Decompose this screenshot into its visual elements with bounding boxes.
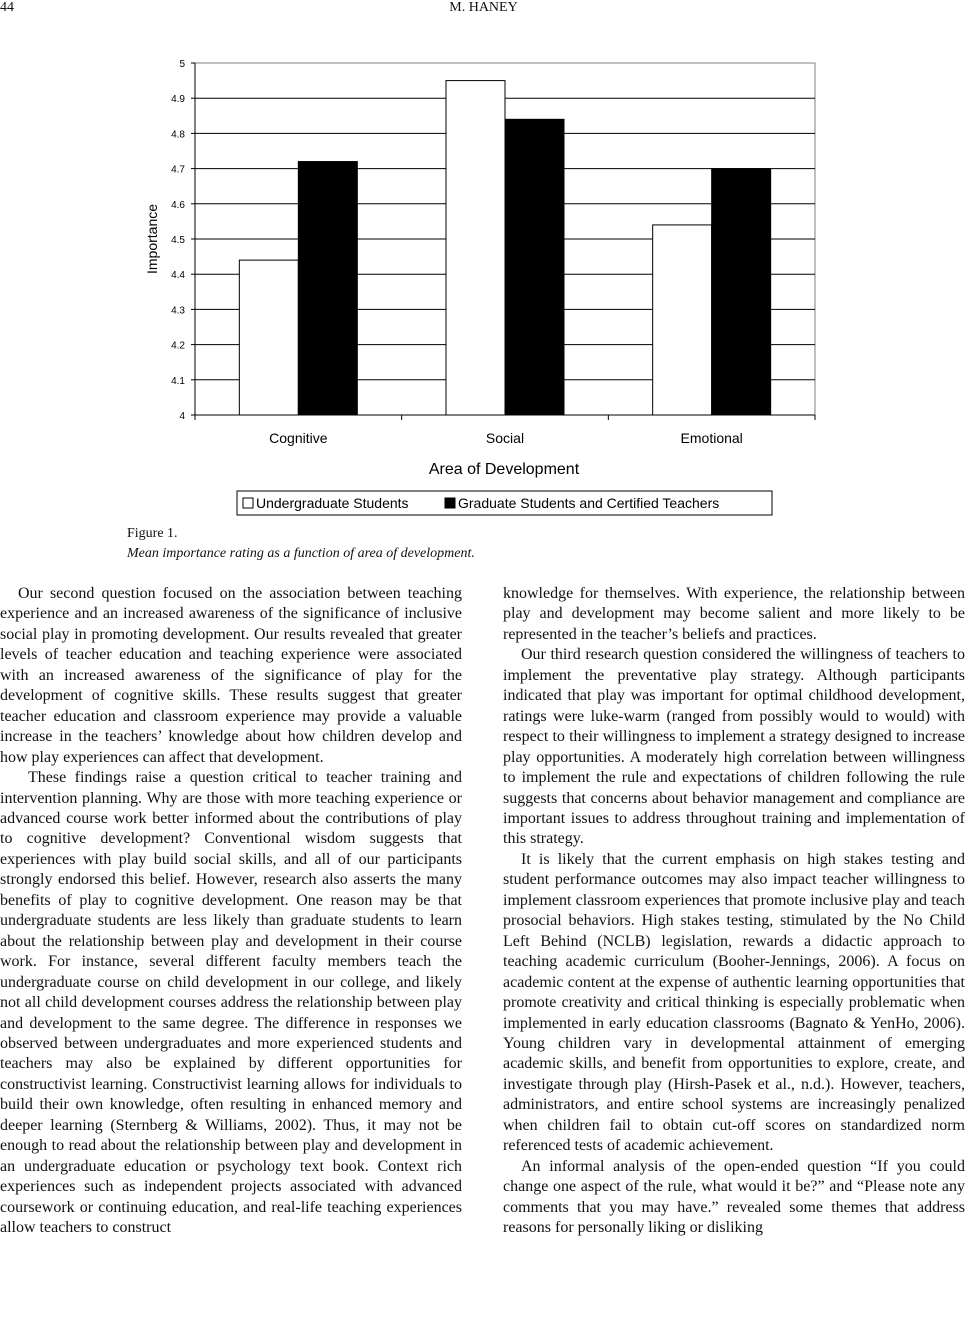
paragraph: knowledge for themselves. With experience, the relationship between play and development may become salient and more likely to be represented in the teacher’s beliefs and practices. <box>503 585 965 643</box>
body-column-right <box>503 584 965 1239</box>
bar-social-series-2 <box>505 119 564 415</box>
x-category-label: Emotional <box>680 430 743 446</box>
y-tick-label: 4.9 <box>171 94 185 106</box>
y-tick-label: 4.7 <box>171 164 185 176</box>
bar-cognitive-series-1 <box>239 260 298 415</box>
y-tick-label: 4.8 <box>171 129 185 141</box>
bar-chart <box>120 50 840 520</box>
bar-emotional-series-2 <box>712 169 771 415</box>
legend-label: Graduate Students and Certified Teachers <box>458 495 720 511</box>
figure-label: Figure 1. <box>127 526 178 541</box>
running-head <box>0 0 967 20</box>
y-tick-label: 4 <box>179 411 185 422</box>
bar-cognitive-series-2 <box>298 162 357 415</box>
body-column-left <box>0 584 462 1239</box>
bar-social-series-1 <box>446 81 505 415</box>
y-tick-labels <box>171 59 185 422</box>
figure-title: Mean importance rating as a function of area of development. <box>127 546 475 561</box>
y-tick-label: 4.6 <box>171 199 185 211</box>
paragraph: It is likely that the current emphasis on high stakes testing and student performance outcomes may also impact teacher willingness to implement classroom experiences that promote inclusive play and teach prosocial behaviors. High stakes testing, stimulated by the No Child Left Behind (NCLB) legislation, rewards a didactic approach to teaching academic curriculum (Booher-Jennings, 2006). A focus on academic content at the expense of authentic learning opportunities that promote creativity and critical thinking is especially problematic when implemented in early education classrooms (Bagnato & YenHo, 2006). Young children vary in developmental attainment of emerging academic skills, and benefit from opportunities to explore, create, and investigate through play (Hirsh-Pasek et al., n.d.). However, teachers, administrators, and entire school systems are increasingly penalized when children fail to obtain cut-off scores on standardized norm referenced tests of academic achievement. <box>503 850 965 1155</box>
paragraph: Our third research question considered the willingness of teachers to implement the preventative play strategy. Although participants indicated that play was important for optimal childhood development, ratings were luke-warm (ranged from possibly would to would) with respect to their willingness to implement a strategy designed to increase play opportunities. A moderately high correlation between willingness to implement the rule and expectations of children following the rule suggests that concerns about behavior management and compliance are important issues to address throughout training and implementation of this strategy. <box>503 646 965 848</box>
y-axis-label: Importance <box>144 203 160 275</box>
x-category-label: Cognitive <box>269 430 328 446</box>
bar-emotional-series-1 <box>653 225 712 415</box>
running-head-author: M. HANEY <box>449 0 518 15</box>
legend-swatch <box>243 498 253 508</box>
y-tick-label: 4.1 <box>171 375 185 387</box>
x-category-labels <box>269 430 743 446</box>
y-tick-label: 4.3 <box>171 305 185 317</box>
y-tick-label: 5 <box>179 59 185 70</box>
paragraph: These findings raise a question critical to teacher training and intervention planning. Why are those with more teaching experience or advanced course work better informed about the contributions of play to cognitive development? Conventional wisdom suggests that experiences with play build social skills, and all of our participants strongly endorsed this belief. However, research also asserts the many benefits of play to cognitive development. One reason may be that undergraduate students are less likely than graduate students to learn about the relationship between play and development in their course work. For instance, several different faculty members teach the undergraduate course on child development in our college, and likely not all child development courses address the relationship between play and development to the same degree. The difference in responses we observed between undergraduates and more experienced students and teachers may also be explained by different opportunities for constructivist learning. Constructivist learning allows for individuals to build their own knowledge, often resulting in enhanced memory and deeper learning (Sternberg & Williams, 2002). Thus, it may not be enough to read about the relationship between play and development in an undergraduate education or psychology text book. Context rich experiences such as independent projects associated with advanced coursework or continuing education, and real-life teaching experiences allow teachers to construct <box>0 769 462 1237</box>
x-category-label: Social <box>485 430 525 446</box>
legend <box>237 491 772 515</box>
page-number: 44 <box>0 0 14 15</box>
figure-caption <box>127 524 475 564</box>
paragraph: Our second question focused on the association between teaching experience and an increased awareness of the significance of inclusive social play in promoting development. Our results revealed that greater levels of teacher education and teaching experience were associated with an increased awareness of the significance of play for the development of cognitive skills. These results suggest that greater teacher education and classroom experience may provide a valuable increase in the teachers’ knowledge about how children develop and how play experiences can affect that development. <box>0 585 462 766</box>
y-tick-label: 4.2 <box>171 340 185 352</box>
legend-swatch <box>445 498 455 508</box>
y-tick-label: 4.4 <box>171 270 185 282</box>
bars <box>239 81 770 415</box>
y-tick-label: 4.5 <box>171 235 185 246</box>
legend-label: Undergraduate Students <box>256 495 409 511</box>
paragraph: An informal analysis of the open-ended question “If you could change one aspect of the rule, what would it be?” and “Please note any comments that you may have.” revealed some themes that address reasons for personally liking or disliking <box>503 1157 965 1237</box>
x-axis-label: Area of Development <box>428 461 580 478</box>
